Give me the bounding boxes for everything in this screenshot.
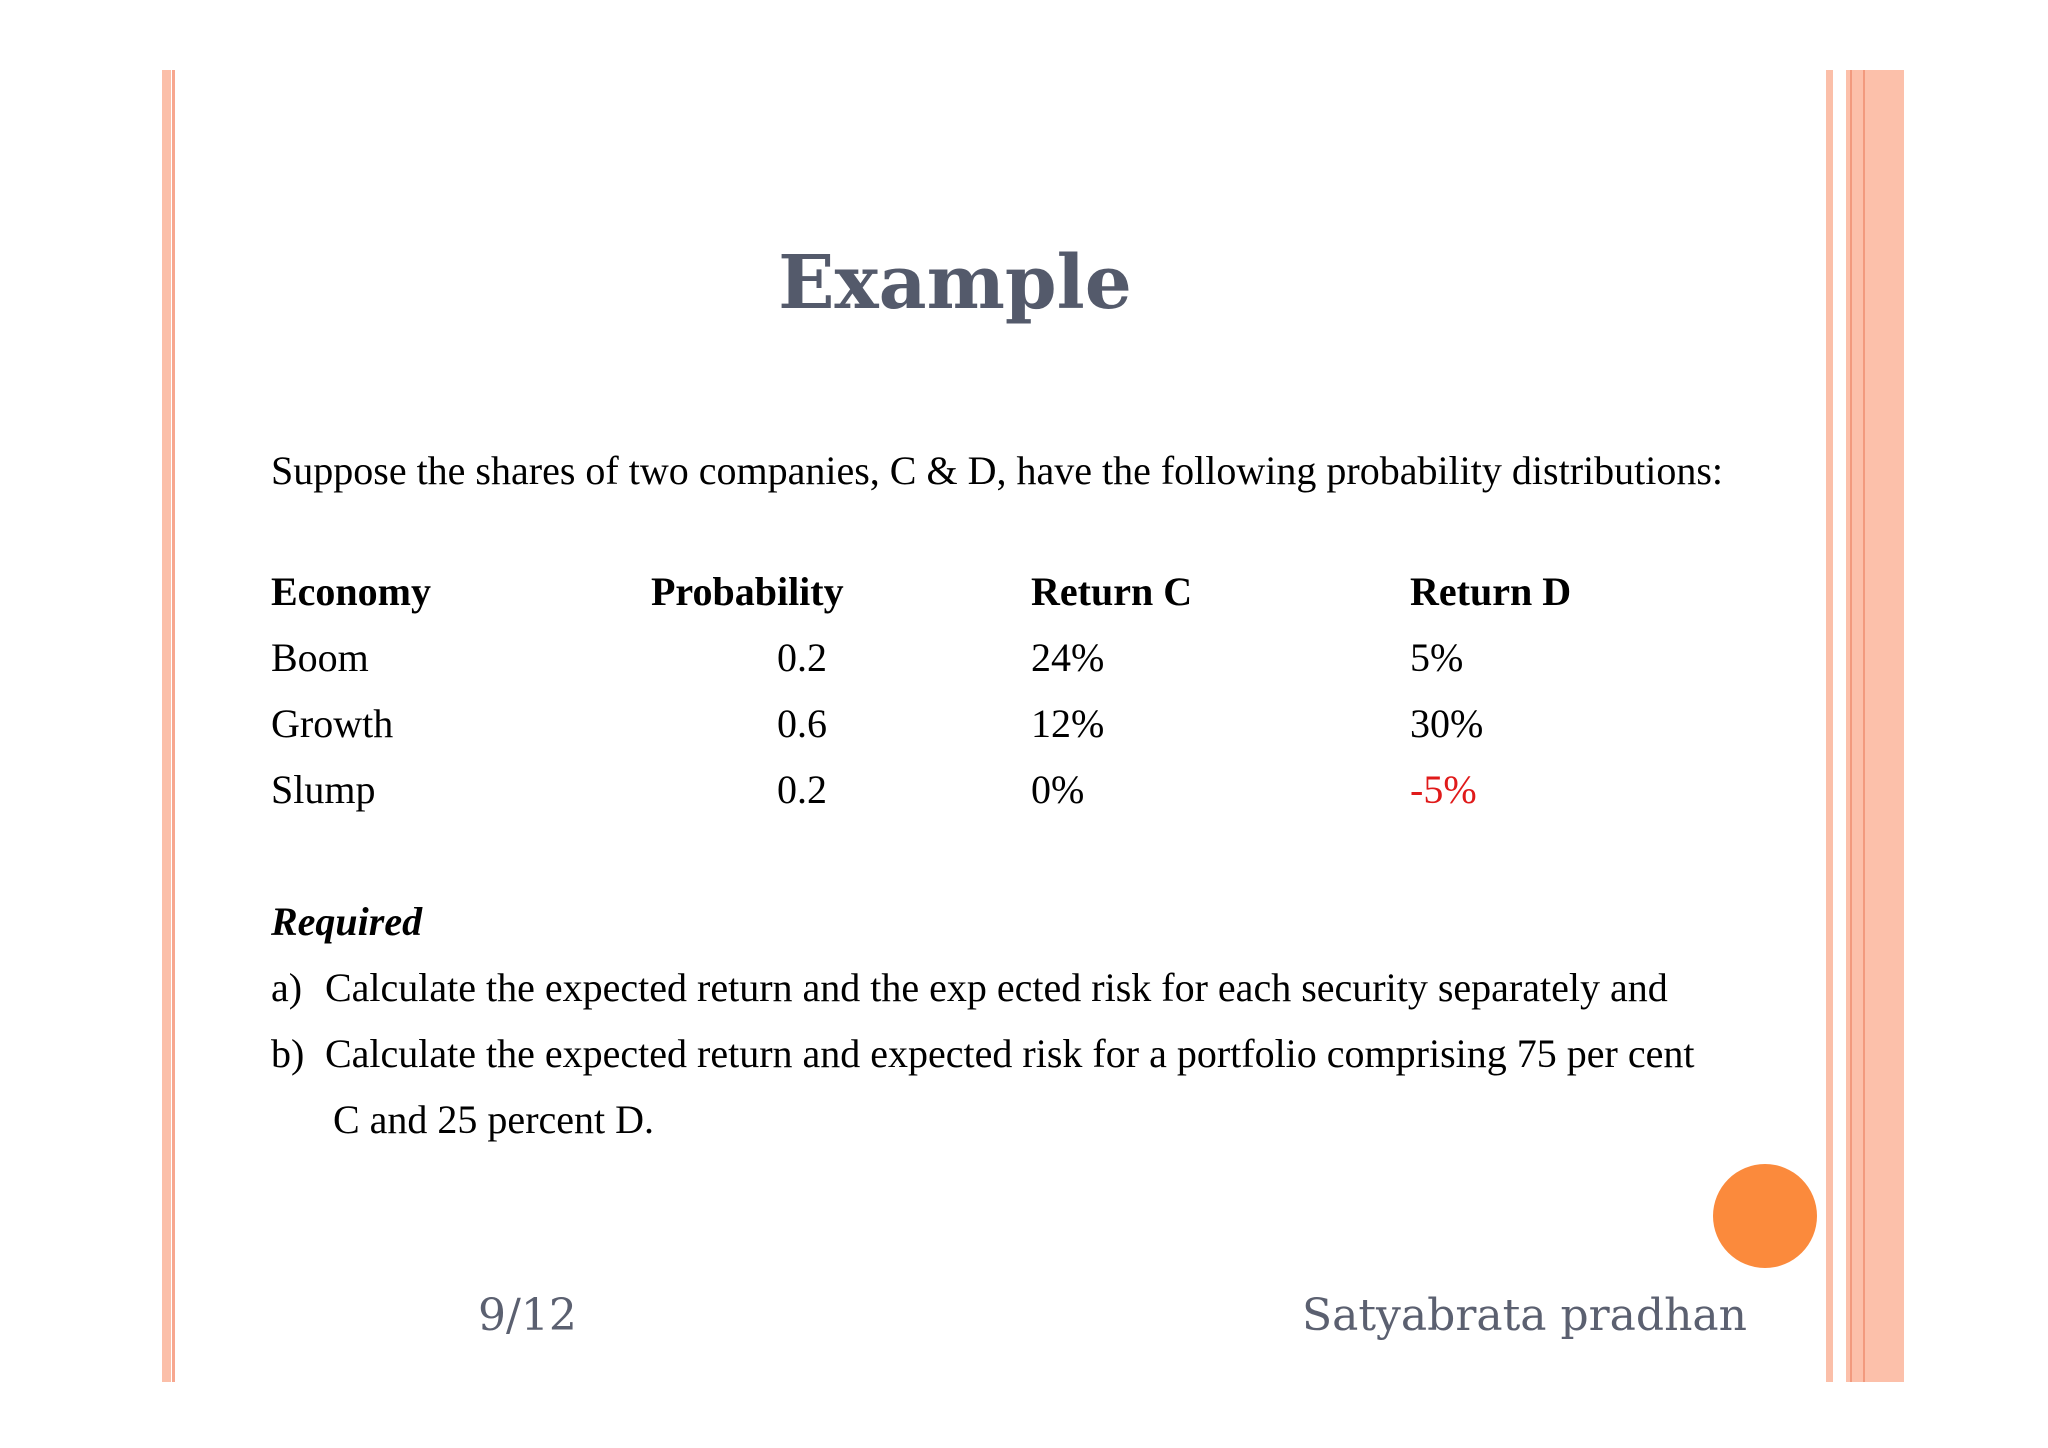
probability-cell: 0.2 [777,635,827,680]
header-economy: Economy [271,569,431,614]
economy-cell: Boom [271,635,369,680]
return-c-cell: 0% [1031,767,1085,812]
economy-cell: Growth [271,701,394,746]
orange-circle-decoration [1713,1164,1817,1268]
question-a-text: Calculate the expected return and the exp ected risk for each security separately and [325,965,1668,1010]
required-heading: Required [271,899,423,944]
return-c-cell: 24% [1031,635,1105,680]
probability-cell: 0.2 [777,767,827,812]
intro-text: Suppose the shares of two companies, C & D, have the following probability distributions: [271,448,1724,493]
probability-cell: 0.6 [777,701,827,746]
question-b-label: b) [271,1031,305,1076]
question-b-continuation: C and 25 percent D. [333,1097,655,1142]
question-a-label: a) [271,965,303,1010]
return-d-cell: 5% [1410,635,1464,680]
question-b-text: Calculate the expected return and expected risk for a portfolio comprising 75 per cent [325,1031,1695,1076]
header-return-c: Return C [1031,569,1193,614]
return-d-negative-cell: -5% [1410,767,1477,812]
question-b [271,1030,1694,1077]
header-return-d: Return D [1410,569,1572,614]
question-a [271,964,1668,1011]
return-d-cell: 30% [1410,701,1484,746]
page-number: 9/12 [478,1290,577,1341]
header-probability: Probability [651,569,844,614]
author-name: Satyabrata pradhan [1302,1290,1747,1341]
slide-title: Example [778,240,1132,326]
return-c-cell: 12% [1031,701,1105,746]
economy-cell: Slump [271,767,376,812]
